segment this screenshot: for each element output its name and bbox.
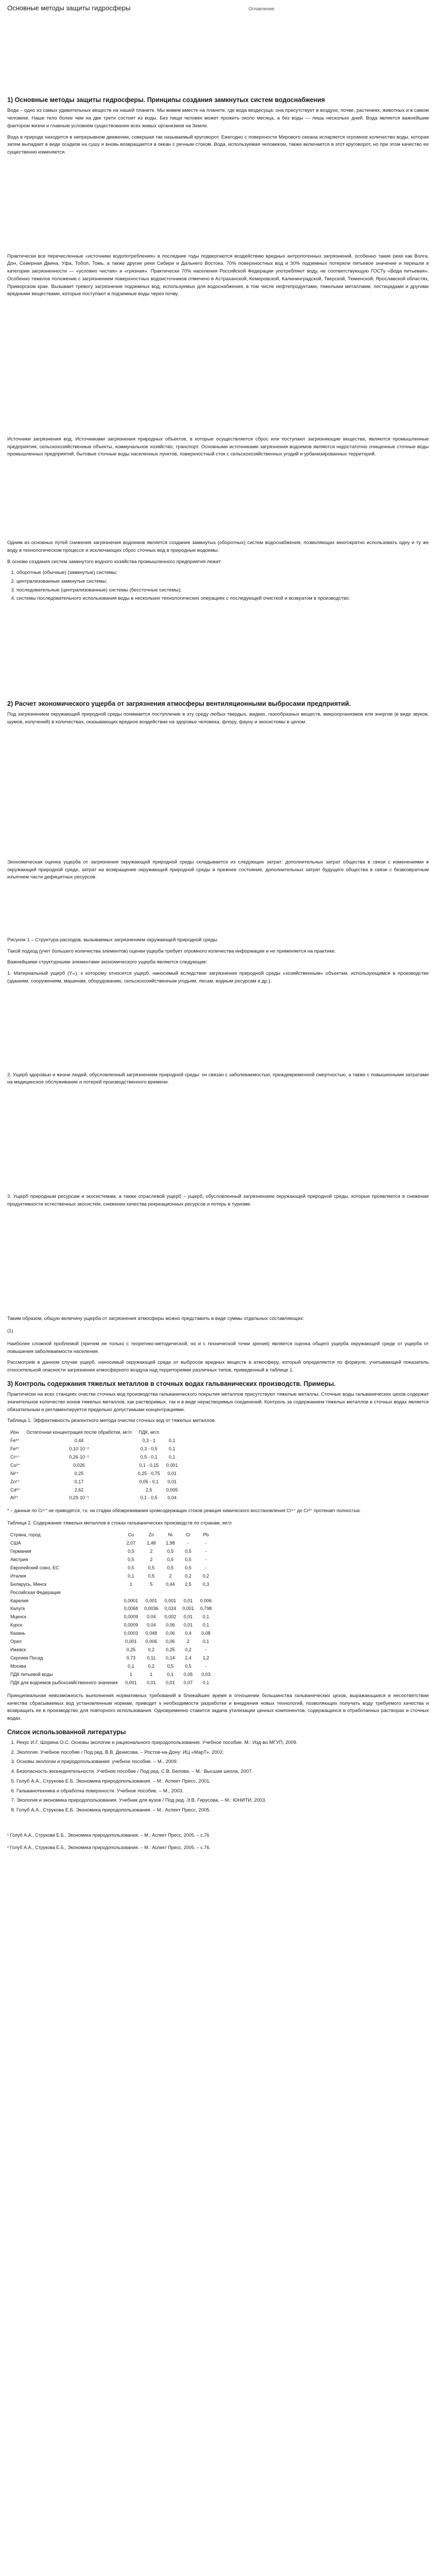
reference-item: 6. Гальванотехника и обработка поверхности. Учебное пособие. – М., 2003. [16,1788,429,1795]
table-header-row [7,1429,181,1437]
table-cell: 0,1 [202,1680,210,1685]
table-cell: 0,2 [148,1647,155,1653]
table-cell: 2 [169,1573,172,1579]
table-row [7,1539,215,1548]
table-cell: Беларусь, Минск [10,1581,47,1587]
paragraph: 3. Ущерб природным ресурсам и экосистемам, а также отраслевой ущерб – ущерб, обусловленный загрязнением окружающей природной среды, которые проявляется в снижении продуктивности естественных экосистем, снижении качества рекреационных ресурсов и потерь в туризме. [7,1194,429,1207]
section-3-body [7,1391,429,1723]
table-row [7,1679,215,1687]
table-cell: Ижевск [10,1647,26,1653]
section-1-body [7,107,429,603]
table-cell: 0,1 [168,1446,176,1451]
table-cell: 0,006 [200,1598,212,1603]
table-header: Страна, город [10,1532,41,1538]
table-cell: 0,01 [166,1680,175,1685]
table-cell: 0,5 [128,1548,134,1554]
table-cell: 0,73 [126,1655,136,1661]
list-item: 1. оборотные (обычные) (замкнутые) системы; [16,569,429,577]
table-row [7,1445,181,1453]
table-cell: 1,48 [147,1540,156,1546]
table-cell: ПДК питьевой воды [10,1671,53,1677]
table-row [7,1556,215,1564]
table-cell: Италия [10,1573,26,1579]
paragraph: Источники загрязнения вод. Источниками загрязнения природных объектов, в которые осуществляется сброс или поступают загрязняющие вещества, являются промышленные предприятия, сельскохозяйственные объекты, коммунальное хозяйство, транспорт. Основными источниками загрязнения водоемов являются недостаточно очищенные сточные воды промышленных предприятий, бытовые сточные воды населенных пунктов, поверхностный сток с сельскохозяйственных угодий и урбанизированных территорий. [7,436,429,457]
table-header [163,1429,181,1437]
table-cell: 0,1 [128,1664,134,1669]
table-cell: 0,08 [201,1631,211,1636]
header-row [7,3,429,13]
reference-item: 3. Основы экологии и природопользования: учебное пособие. – М., 2009. [16,1758,429,1766]
table-cell: 0,005 [166,1487,178,1493]
table-cell: 0,06 [166,1639,175,1645]
reference-item: 5. Голуб А.А., Струкова Е.Б. Экономика природопользования. – М.: Аспект Пресс, 2001. [16,1778,429,1786]
formula-number: (1) [7,1328,13,1334]
table-cell: 0,001 [164,1598,177,1603]
table-cell: 0,5 [128,1556,134,1562]
table-row [7,1486,181,1495]
table-cell: 0,25 [74,1470,84,1476]
paragraph: Вода – одно из самых удивительных веществ на нашей планете. Мы живем вместе на планете, где вода вездесуща: она присутствует в воздухе, почве, растениях, животных и в самом человеке. Наше тело более чем на две трети состоит из воды. Без пищи человек может прожить около месяца, а без воды — лишь несколько дней. Вода является важнейшим фактором жизни и главным условием существования всех живых организмов на Земле. [7,108,429,129]
table-cell: Москва [10,1664,26,1669]
table-cell: Европейский союз, ЕС [10,1565,59,1570]
table-cell: 0,04 [147,1622,156,1628]
table-cell: 0,25 [126,1647,136,1653]
table-cell: 0,001 [145,1598,158,1603]
table-cell: 0,1 [167,1671,174,1677]
table-row [7,1548,215,1556]
table-cell: - [187,1540,189,1546]
table-cell: 0,01 [183,1622,193,1628]
paragraph: Важнейшими структурными элементами экономического ущерба являются следующие: [7,959,207,965]
table-cell: 0,5 [167,1548,174,1554]
table-cell: - [205,1664,207,1669]
section-1-list [7,569,429,603]
table-cell: Карелия [10,1598,29,1603]
paragraph: Таким образом, общую величину ущерба от загрязнения атмосферы можно представить в виде суммы отдельных составляющих: [7,1315,304,1321]
table-row [7,1453,181,1462]
table-cell: 0,5 [167,1565,174,1570]
table-cell: 5 [150,1581,153,1587]
table-header: Pb [203,1532,209,1538]
table-cell: 1,2 [202,1655,210,1661]
list-item: 4. системы последовательного использования воды в нескольких технологических операциях с последующей очисткой и возвратом в производство. [16,595,429,603]
table-cell: 0,07 [183,1680,193,1685]
table-cell: 0,048 [145,1631,158,1636]
table-cell: 0,5 [148,1565,155,1570]
table-note: * – данные по Cr⁶⁺ не приводятся, т.к. на стадии обезвреживания хромсодержащих стоков реакция химического восстановления Cr⁶⁺ до Cr³⁺ протекает полностью. [7,1508,361,1514]
paragraph: Практически все перечисленные «источники водопотребления» в последние годы подвергаются воздействию вредных антропогенных загрязнений, особенно такие реки как Волга, Дон, Северная Двина, Уфа, Тобол, Томь, а также другие реки Сибири и Дальнего Востока. 70% поверхностных вод и 30% подземных потеряли питьевое значение и перешли в категории загрязненности — «условно чистая» и «грязная». Практически 70% населения Российской Федерации употребляют воду, не соответствующую ГОСТу «Вода питьевая». Особенно тяжелое положение с загрязнением поверхностных водоисточников отмечено в Астраханской, Кемеровской, Калининградской, Тверской, Тюменской, Ярославской областях, Приморском крае. Вызывает тревогу загрязнение подземных вод, используемых для водоснабжения, в том числе нефтепродуктами, тяжелыми металлами, пестицидами и другими вредными веществами, которые поступают в подземные воды через почву. [7,253,429,297]
table-cell: 0,5 [128,1565,134,1570]
table-cell: 0,01 [167,1470,177,1476]
table-cell: 0,1 [128,1573,134,1579]
table-cell: 0,798 [200,1606,212,1612]
table-cell: Австрия [10,1556,28,1562]
table-cell [162,1589,180,1597]
table-cell: 0,5 [185,1548,191,1554]
table-cell: 0,0001 [124,1598,138,1603]
table-row [7,1589,215,1597]
table-cell: Cd²⁺ [10,1487,21,1493]
table-cell: 0,002 [164,1614,177,1620]
table-header: Cu [128,1532,134,1538]
table-cell: 2 [150,1548,153,1554]
table-cell: 0,1 - 0,15 [139,1462,159,1468]
table-row [7,1646,215,1654]
table-cell: 0,14 [166,1655,175,1661]
table-cell [141,1589,162,1597]
table-cell: Ni²⁺ [10,1470,19,1476]
table-cell: 0,44 [74,1437,84,1443]
toc-link[interactable]: Оглавление [248,6,274,11]
paragraph: Рассмотрим в данном случае ущерб, наносимый окружающей среде от выбросов вредных веществ в атмосферу, который определяется по формуле, учитывающей показатель относительной опасности загрязнения атмосферного воздуха над территориями различных типов, приведенный в таблице 1. [7,1360,429,1374]
table-cell: 0,01 [147,1680,156,1685]
table-cell: 0,001 [125,1680,137,1685]
table-cell: 0,0003 [124,1631,138,1636]
document-title: Основные методы защиты гидросферы [7,4,131,12]
table-cell: - [205,1556,207,1562]
paragraph: Наиболее сложной проблемой (причем не только с теоретико-методической, но и с технической точки зрения) является оценка общего ущерба окружающей среде от ущерба от повышения заболеваемости населения. [7,1341,429,1354]
table-header: Ион [10,1429,19,1435]
table-row [7,1654,215,1663]
table-cell: 0,01 [167,1479,177,1484]
table-cell: - [205,1565,207,1570]
table-row [7,1613,215,1621]
table-header: Ni [168,1532,173,1538]
table-cell: 0,5 [185,1556,191,1562]
metals-efficiency-table [7,1429,181,1502]
table-cell: 0,5 [185,1565,191,1570]
table-row [7,1478,181,1486]
paragraph: Практически на всех станциях очистки сточных вод производства гальванического покрытия металлов присутствуют тяжелые металлы. Сточные воды гальванических цехов содержат значительное количество ионов тяжелых металлов, как растворимых, так и в виде нерастворимых соединений. Контроль за содержанием тяжелых металлов в сточных водах является обязательным и регламентируется предельно допустимыми концентрациями. [7,1392,429,1413]
table-cell: 0,3 [202,1581,210,1587]
table-cell: 0,01 [183,1614,193,1620]
paragraph: Принципиальная невозможность выполнения нормативных требований в ближайшее время в отношении большинства гальванических цехов, выражающаяся в несоответствии качества сбрасываемых вод установленным нормам, приводит к необходимости разработки и внедрения новых технологий, позволяющих получать воду требуемого качества и возвращать ее в производство для повторного использования. Одновременно ставится задача утилизации ценных компонентов, содержащихся в отработанных растворах и сточных водах. [7,1692,429,1722]
table-cell: 0,5 - 0,1 [140,1454,158,1460]
paragraph: Одним из основных путей снижения загрязнения водоемов является создание замкнутых (оборотных) систем водоснабжения, позволяющих многократно использовать одну и ту же воду в технологическом процессе и исключающих сброс сточных вод в природные водоемы. [7,540,429,553]
table-cell: Zn²⁺ [10,1479,20,1484]
table-cell: 0,001 [182,1606,194,1612]
section-2-heading: 2) Расчет экономического ущерба от загрязнения атмосферы вентиляционными выбросами предприятий. [7,700,351,708]
references-heading: Список использованной литературы [7,1728,126,1736]
table-cell: 0,17 [74,1479,84,1484]
table-cell: 0,024 [164,1606,177,1612]
table-cell: 0,2 [148,1664,155,1669]
table-cell: 0,001 [125,1639,137,1645]
table-cell: 0,11 [147,1655,156,1661]
table-cell: 0,2 [185,1573,191,1579]
table-row [7,1470,181,1478]
table-cell: 0,026 [73,1462,85,1468]
table-cell: 0,03 [201,1671,211,1677]
table-cell: 0,0068 [124,1606,138,1612]
footnote: ¹ Голуб А.А., Струкова Е.Б., Экономика природопользования. – М.: Аспект Пресс, 2005. – с.76 [7,1832,210,1838]
table-cell: 0,1 [202,1639,210,1645]
table-cell: - [205,1548,207,1554]
table-cell: 0,5 [185,1664,191,1669]
table-row [7,1630,215,1638]
table-cell: 0,29·10⁻¹ [69,1495,89,1501]
table-cell: 2,4 [185,1655,191,1661]
table-cell: Германия [10,1548,31,1554]
table-cell: 0,3 - 1 [142,1437,156,1443]
table-cell: Al³⁺ [10,1495,19,1501]
reference-item: 1. Рекус И.Г. Шорина О.С. Основы экологии и рационального природопользования. Учебное пособие. М.: Изд-во МГУП, 2009. [16,1739,429,1747]
table-cell: 1 [129,1671,132,1677]
table-cell: 1 [129,1581,132,1587]
table-cell: 1,98 [166,1540,175,1546]
table-header: Остаточная концентрация после обработки, мг/л [26,1429,132,1435]
table-cell: 2 [186,1639,189,1645]
table-cell: Мценск [10,1614,26,1620]
table-cell: 0,44 [166,1581,175,1587]
table-cell: 0,01 [183,1598,193,1603]
table-header: Zn [148,1532,154,1538]
list-item: 3. последовательные (централизованные) системы (бессточные системы); [16,587,429,595]
table-cell: 0,001 [166,1462,178,1468]
table-header: Cr [185,1532,191,1538]
table-cell: Российская Федерация [10,1589,61,1595]
table-cell: 0,1 [168,1437,176,1443]
table-cell: 0,2 [185,1647,191,1653]
table-cell: 0,0009 [124,1622,138,1628]
table-cell: Сергиев Посад [10,1655,43,1661]
table-cell: 0,1 [202,1622,210,1628]
table-row [7,1663,215,1671]
table-cell: 0,3 - 0,5 [140,1446,158,1451]
table-cell: 2 [150,1556,153,1562]
table-cell: Cu²⁺ [10,1462,21,1468]
table-cell: 0,5 [167,1556,174,1562]
table-cell: ПДК для водоемов рыбохозяйственного значения [10,1680,118,1685]
table-cell: 0,1 [202,1614,210,1620]
reference-item: 8. Голуб А.А., Струкова Е.Б. Экономика природопользования. – М.: Аспект Пресс, 2005. [16,1807,429,1815]
table-cell: 0,06 [166,1622,175,1628]
section-3-heading: 3) Контроль содержания тяжелых металлов в сточных водах гальванических производств. Примеры. [7,1380,336,1387]
table-cell: Калуга [10,1606,25,1612]
table-cell: 0,04 [167,1495,177,1501]
table-cell: 0,25 [166,1647,175,1653]
references-list [7,1739,429,1815]
paragraph: В основе создания систем замкнутого водного хозяйства промышленного предприятия лежат: [7,558,222,565]
table-cell: 0,04 [147,1614,156,1620]
table-cell: 0,2 [202,1573,210,1579]
table-cell [179,1589,197,1597]
table-cell: 0,1 [168,1454,176,1460]
table-cell: Казань [10,1631,25,1636]
table-cell: 2,5 [185,1581,191,1587]
reference-item: 4. Безопасность жизнедеятельности. Учебное пособие / Под ред. С.В. Белова. – М.: Высшая школа, 2007. [16,1768,429,1776]
table-cell: 0,05 - 0,1 [139,1479,159,1484]
table-cell: Fe³⁺ [10,1437,20,1443]
table-row [7,1671,215,1679]
metals-by-country-table [7,1531,215,1687]
paragraph: 2. Ущерб здоровью и жизни людей, обусловленный загрязнением природной среды: он связан с заболеваемостью, преждевременной смертностью, а также с повышенными затратами на медицинское обслуживание и потерей производственного времени. [7,1072,429,1086]
table-row [7,1621,215,1630]
section-2-body [7,711,429,1374]
list-item: 2. централизованные замкнутые системы; [16,578,429,586]
table-cell: 0,06 [166,1631,175,1636]
table-caption: Таблица 2. Содержание тяжелых металлов в стоках гальванических производств по странам, мг/л [7,1520,232,1527]
reference-item: 2. Экология. Учебное пособие / Под ред. В.В. Денисова. – Ростов-на-Дону: ИЦ «МарТ», 2002. [16,1749,429,1757]
table-cell [121,1589,142,1597]
table-cell: 0,1 - 0,5 [140,1495,158,1501]
table-row [7,1597,215,1605]
table-cell: - [205,1540,207,1546]
footnote: ² Голуб А.А., Струкова Е.Б., Экономика природопользования. – М.: Аспект Пресс, 2005. – с.76. [7,1844,211,1850]
table-cell: 0,006 [145,1639,158,1645]
table-cell: 0,0009 [124,1614,138,1620]
table-cell: 0,25 - 0,75 [137,1470,160,1476]
table-row [7,1494,181,1502]
table-cell: 0,5 [148,1573,155,1579]
table-cell: 2,62 [74,1487,84,1493]
table-cell: 0,26·10⁻¹ [69,1454,89,1460]
table-cell: 0,05 [183,1671,193,1677]
table-cell: 1 [150,1671,153,1677]
paragraph: 1. Материальный ущерб (Yₘ), к которому относится ущерб, наносимый вследствие загрязнения природной среды «хозяйственным» объектам, использующимся в производстве (зданиям, сооружениям, машинам, оборудованию, сельскохозяйственным угодьям, лесам, водным ресурсам и др.). [7,971,429,984]
table-row [7,1581,215,1589]
table-cell: 0,0036 [144,1606,159,1612]
figure-caption: Рисунок 1 – Структура расходов, вызываемых загрязнением окружающей природной среды. [7,937,219,943]
paragraph: Вода в природе находится в непрерывном движении, совершая так называемый круговорот. Ежегодно с поверхности Мирового океана испаряется огромное количество воды, которая затем выпадает в виде осадков на сушу и вновь возвращается в океан с речным стоком. Вода, используемая человеком, также включается в этот круговорот, но при этом качество ее существенно изменяется. [7,134,429,155]
table-row [7,1437,181,1445]
table-cell: Cr⁶⁺ [10,1454,20,1460]
table-cell: 0,10·10⁻² [69,1446,89,1451]
table-cell: Fe²⁺ [10,1446,20,1451]
table-caption: Таблица 1. Эффективность реагентного метода очистки сточных вод от тяжелых металлов [7,1418,215,1424]
paragraph: Под загрязнением окружающей природной среды понимается поступление в эту среду любых твердых, жидких, газообразных веществ, микроорганизмов или энергии (в виде звуков, шумов, излучений) в количествах, оказывающих вредное воздействие на здоровье человека, флору, фауну и экосистемы в целом. [7,711,429,725]
table-cell: 0,5 [167,1664,174,1669]
table-cell: 0,4 [185,1631,191,1636]
table-cell: - [205,1647,207,1653]
table-cell: Курск [10,1622,23,1628]
table-cell [197,1589,215,1597]
paragraph: Экономическая оценка ущерба от загрязнения окружающей природной среды складывается из следующих затрат: дополнительных затрат общества в связи с изменениями в окружающей природной среде, затрат на возвращение окружающей природной среды в прежнее состояние, дополнительных затрат будущего общества в связи с безвозвратным изъятием части дефицитных ресурсов. [7,859,429,880]
table-header: ПДК, мг/л [138,1429,160,1435]
reference-item: 7. Экология и экономика природопользования. Учебник для вузов / Под ред. Э.В. Гирусова. – М.: ЮНИТИ, 2003. [16,1797,429,1805]
table-header-row [7,1531,215,1539]
table-row [7,1638,215,1646]
table-row [7,1605,215,1613]
paragraph: Такой подход (учет большего количества элементов) оценки ущерба требует огромного количества информации и не применяется на практике. [7,948,336,954]
table-row [7,1462,181,1470]
table-row [7,1564,215,1572]
table-row [7,1572,215,1581]
table-cell: США [10,1540,21,1546]
table-cell: 2,07 [126,1540,136,1546]
table-cell: 2,5 [146,1487,152,1493]
table-cell: Орел [10,1639,22,1645]
section-1-heading: 1) Основные методы защиты гидросферы. Принципы создания замкнутых систем водоснабжения [7,96,325,104]
